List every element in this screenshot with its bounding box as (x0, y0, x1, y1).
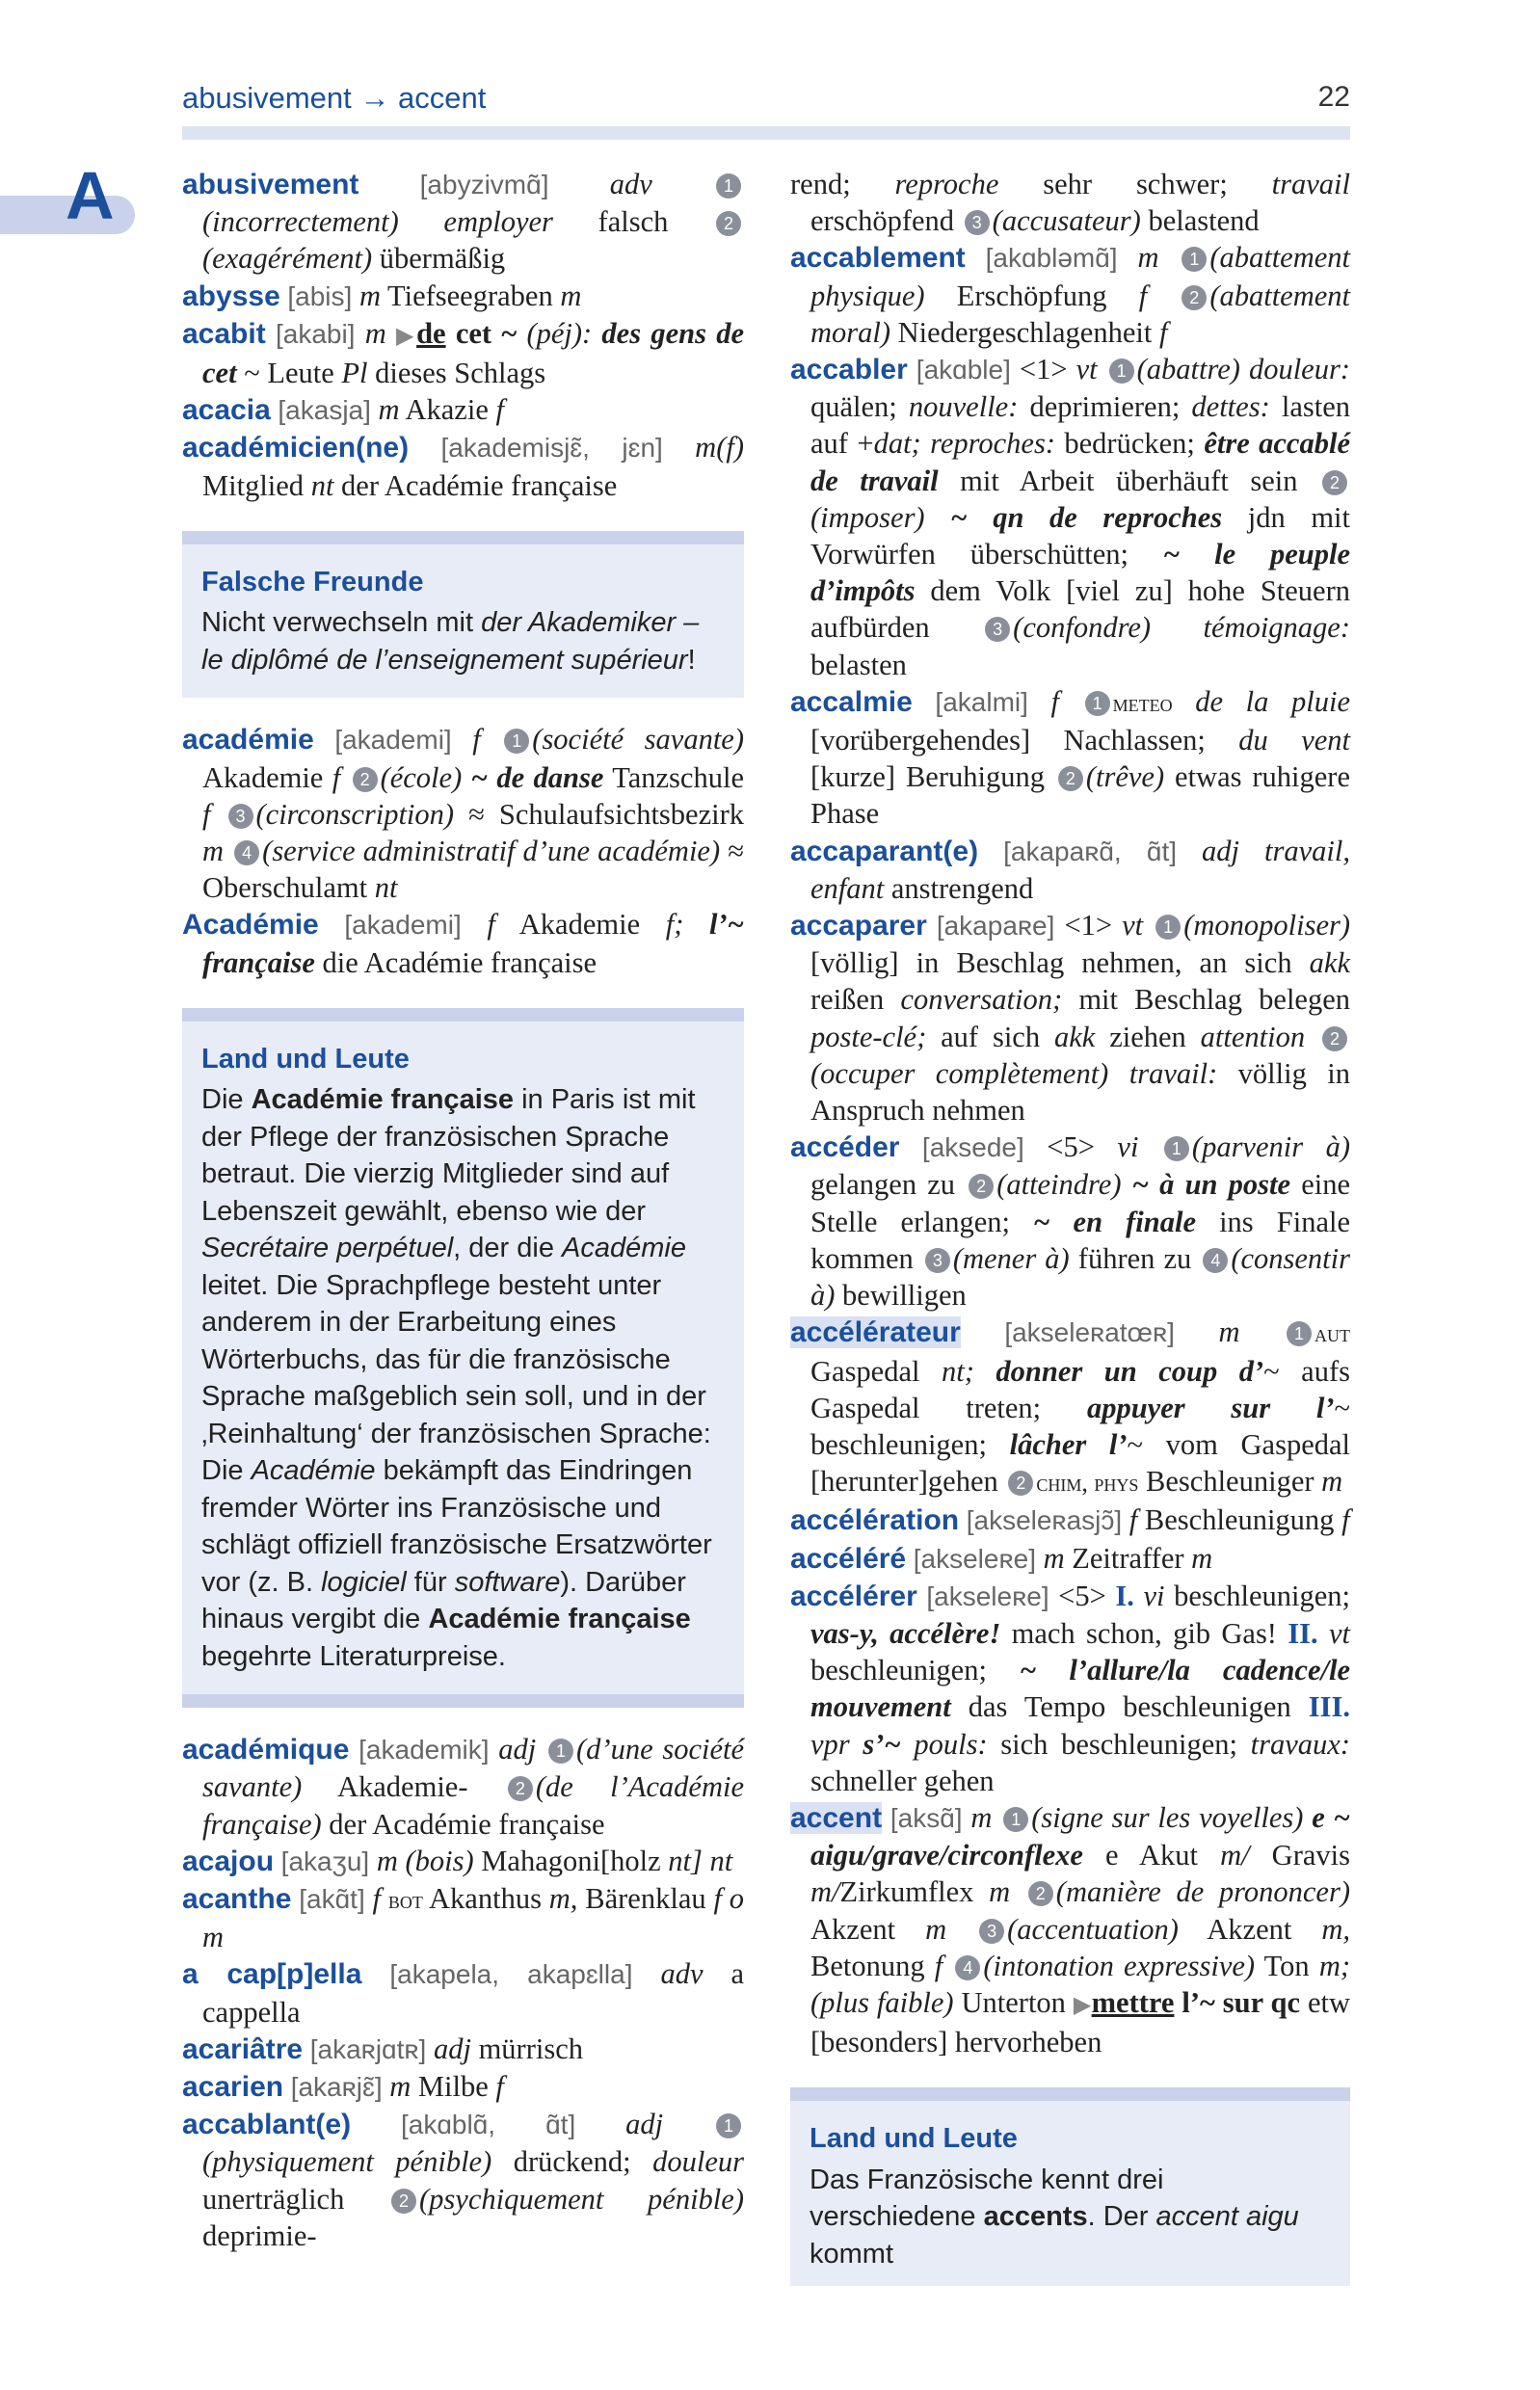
section-letter: A (66, 158, 115, 233)
entry-accablement: accablement [akɑbləmɑ̃] m 1 (abattement physique) Erschöpfung f 2 (abattement moral) Niedergeschlagenheit f (790, 241, 1351, 349)
sense-number: 2 (1028, 1881, 1053, 1906)
right-column (790, 166, 1350, 2309)
entry-Academie (182, 906, 744, 980)
headword: a cap[p]ella (182, 1958, 362, 1991)
grammar: m (370, 393, 400, 427)
sense-number: 1 (716, 173, 741, 199)
grammar: m (560, 279, 582, 312)
grammar: Pl (341, 357, 368, 390)
grammar: m (355, 316, 396, 350)
phrase: cet ~ (445, 316, 527, 350)
pronunciation: [aksɑ̃] (889, 1802, 963, 1833)
grammar: nt (374, 871, 398, 905)
false-friends-box (182, 544, 744, 699)
grammar: f; (665, 908, 684, 942)
entry-accabler: accabler [akɑble] <1> vt 1 (abattre) douleur: quälen; nouvelle: deprimieren; dettes: lasten auf +dat; reproches: bedrücken; être accablé de travail mit Arbeit überhäuft sein 2(imposer) ~ qn de reproches jdn mit Vorwürfen überschütten; ~ le peuple d’impôts dem Volk [viel zu] hohe Steuern aufbürden 3 (confondre) témoignage: belasten (790, 353, 1351, 681)
headword: accéder (790, 1131, 900, 1164)
translation: Akademie (494, 908, 666, 942)
sense-number: 1 (1287, 1321, 1312, 1346)
sense-number: 3 (979, 1919, 1004, 1944)
translation: der Académie française (333, 468, 618, 502)
translation: mürrisch (470, 2032, 583, 2065)
header-rule (182, 126, 1350, 140)
sense-number: 1 (1182, 247, 1207, 272)
entry-accelere: accéléré [akseleʀe] m Zeitraffer m (790, 1541, 1213, 1575)
translation: Akademie (202, 760, 332, 794)
sense-number: 1 (1155, 915, 1181, 940)
entry-accablant (182, 2106, 744, 2254)
grammar: f (451, 723, 502, 757)
translation: übermäßig (372, 242, 506, 276)
sense-number: 2 (391, 2189, 416, 2214)
headword: accalmie (790, 685, 913, 718)
translation: ≈ Schulaufsichtsbezirk (454, 797, 744, 831)
translation: Tiefseegraben (380, 279, 561, 312)
pronunciation: [akaʀjɛ̃] (290, 2072, 383, 2103)
sense-number: 2 (1182, 285, 1207, 310)
headword: accaparant(e) (790, 835, 979, 867)
headword: acacia (182, 394, 271, 427)
domain-label: aut (1314, 1319, 1351, 1348)
entry-acceder: accéder [aksede] <5> vi 1 (parvenir à) gelangen zu 2 (atteindre) ~ à un poste eine Stelle erlangen; ~ en finale ins Finale kommen 3 (mener à) führen zu 4 (consentir à) bewilligen (790, 1130, 1350, 1313)
pronunciation: [akademi] (334, 725, 452, 756)
translation: Mitglied (202, 468, 311, 502)
idiom-arrow-icon: ▶ (396, 323, 417, 349)
translation: ~ Leute (236, 357, 342, 390)
sense-number: 4 (955, 1955, 980, 1980)
translation: die Académie française (314, 945, 597, 979)
entry-accaparant: accaparant(e) [akapaʀɑ̃, ɑ̃t] adj travail, enfant anstrengend (790, 834, 1350, 905)
grammar: f (495, 2070, 504, 2104)
box-top-bar (182, 531, 744, 544)
headword: accélérer (790, 1580, 917, 1612)
pronunciation: [akseleʀatœʀ] (1004, 1317, 1175, 1348)
headword: accélération (790, 1504, 960, 1537)
entry-accent: accent [aksɑ̃] m 1 (signe sur les voyelles) e ~ aigu/grave/circonflexe e Akut m/ Gravis m/Zirkumflex m 2 (manière de prononcer) Akzent m 3 (accentuation) Akzent m, Betonung f 4 (intonation expressive) Ton m; (plus faible) Unterton ▶mettre l’~ sur qc etw [besonders] hervorheben (790, 1800, 1351, 2059)
sense-number: 3 (985, 617, 1010, 642)
gloss: (incorrectement) employer (202, 205, 553, 239)
entry-acariatre (182, 2031, 744, 2068)
pronunciation: [akɑblɑ̃, ɑ̃t] (400, 2110, 576, 2140)
sense-number: 2 (508, 1776, 533, 1801)
sense-number: 3 (925, 1248, 950, 1273)
pronunciation: [akseleʀe] (913, 1543, 1036, 1574)
box-text: Nicht verwechseln mit der Akademiker – le diplômé de l’enseignement supérieur! (201, 607, 700, 676)
entry-accelerer: accélérer [akseleʀe] <5> I. vi beschleunigen; vas-y, accélère! mach schon, gib Gas! II. vt beschleunigen; ~ l’allure/la cadence/le mouvement das Tempo beschleunigen III. vpr s’~ pouls: sich beschleunigen; travaux: schneller gehen (790, 1579, 1351, 1797)
gloss: (exagérément) (202, 242, 373, 276)
entry-accaparer: accaparer [akapaʀe] <1> vt 1 (monopoliser) [völlig] in Beschlag nehmen, an sich akk reißen conversation; mit Beschlag belegen poste-clé; auf sich akk ziehen attention 2(occuper complètement) travail: völlig in Anspruch nehmen (790, 909, 1351, 1128)
sense-number: 1 (548, 1739, 573, 1764)
gloss: (société savante) (532, 723, 744, 757)
pronunciation: [akɑble] (916, 355, 1011, 385)
grammar: adj (575, 2108, 713, 2141)
translation: Tanzschule (603, 760, 744, 794)
entry-abysse (182, 278, 744, 315)
grammar: m(f) (662, 431, 744, 465)
gloss: (d’une société savante) (202, 1733, 745, 1804)
headword: accablement (790, 242, 966, 275)
pronunciation: [akɑ̃t] (299, 1884, 365, 1915)
headword: accaparer (790, 910, 927, 943)
pronunciation: [akɑbləmɑ̃] (985, 243, 1118, 274)
domain-label: meteo (1112, 688, 1173, 717)
pronunciation: [akalmi] (935, 686, 1028, 717)
sense-number: 1 (1164, 1136, 1189, 1161)
sense-number: 1 (1003, 1807, 1028, 1832)
gloss: (de l’Académie française) (202, 1770, 744, 1841)
gloss: (service administratif d’une académie) (262, 834, 721, 867)
grammar: adj (489, 1733, 545, 1766)
headword: acariâtre (182, 2032, 304, 2065)
grammar: m (352, 279, 381, 312)
pronunciation: [akapela, akapɛlla] (389, 1959, 633, 1990)
pronunciation: [akabi] (275, 318, 356, 349)
pronunciation: [akademisjɛ̃, jɛn] (440, 433, 663, 464)
grammar: f (332, 760, 350, 794)
gloss: (école) (380, 760, 463, 794)
translation: unerträglich (202, 2182, 388, 2216)
headword: académique (182, 1734, 350, 1766)
box-bottom-bar (182, 1694, 744, 1708)
box-title: Falsche Freunde (201, 566, 424, 598)
headword: acajou (182, 1845, 275, 1877)
pronunciation: [akseleʀe] (926, 1580, 1049, 1611)
left-column (182, 166, 744, 2254)
box-title: Land und Leute (201, 1043, 410, 1075)
pronunciation: [akaʒu] (280, 1846, 370, 1876)
gloss: (psychiquement pénible) (419, 2182, 744, 2216)
entry-academique (182, 1731, 744, 1843)
box-text: Das Französische kennt drei verschiedene accents. Der accent aigu kommt (810, 2164, 1299, 2270)
headword: académicien(ne) (182, 432, 410, 465)
entry-acacia (182, 391, 744, 429)
grammar: adv (632, 1957, 704, 1991)
grammar: m (382, 2070, 412, 2104)
sense-number: 2 (1008, 1471, 1033, 1496)
pronunciation: [akapaʀɑ̃, ɑ̃t] (1003, 836, 1178, 866)
translation: Milbe (411, 2070, 496, 2104)
gloss: douleur (652, 2145, 744, 2179)
translation: Akanthus (422, 1882, 549, 1916)
pronunciation: [abyzivmɑ̃] (419, 170, 549, 199)
domain-label: bot (387, 1886, 423, 1915)
box-title: Land und Leute (810, 2123, 1018, 2155)
grammar: nt] nt (668, 1844, 733, 1877)
grammar: f o m (202, 1882, 745, 1954)
entry-acajou (182, 1843, 744, 1880)
translation: a cappella (202, 1957, 744, 2029)
gloss: (péj): (526, 316, 593, 350)
sense-number: 1 (504, 729, 529, 754)
sense-number: 2 (969, 1174, 994, 1199)
translation: ≈ Oberschulamt (202, 834, 744, 905)
entry-acabit (182, 315, 744, 391)
headword: Académie (182, 909, 319, 942)
translation: dieses Schlags (367, 357, 546, 390)
translation: Akademie- (302, 1770, 505, 1804)
entry-accalmie: accalmie [akalmi] f 1 meteo de la pluie [vorübergehendes] Nachlassen; du vent [kurze] Beruhigung 2 (trêve) etwas ruhigere Phase (790, 684, 1351, 831)
headword: abusivement (182, 169, 359, 200)
entry-acarien (182, 2068, 744, 2106)
sense-number: 2 (716, 211, 741, 236)
entry-abusivement (182, 166, 744, 278)
gloss: (physiquement pénible) (202, 2145, 492, 2179)
headword: accéléré (790, 1542, 907, 1575)
sense-number: 2 (1058, 766, 1083, 791)
sense-number: 2 (353, 767, 378, 792)
box-top-bar (182, 1008, 744, 1022)
grammar: m (bois) (369, 1844, 474, 1877)
grammar: nt (310, 468, 334, 502)
idiom-arrow-icon: ▶ (1073, 1992, 1092, 2018)
grammar: f (495, 393, 504, 427)
grammar: f (364, 1882, 388, 1916)
example: des gens de cet (202, 316, 744, 390)
pronunciation: [abis] (287, 280, 353, 311)
entry-continuation: rend; reproche sehr schwer; travail erschöpfend 3 (accusateur) belastend (790, 168, 1351, 238)
entry-acappella (182, 1955, 744, 2030)
pronunciation: [aksede] (921, 1132, 1024, 1163)
pronunciation: [akseleʀasjɔ̃] (966, 1505, 1123, 1536)
sense-number: 4 (1203, 1248, 1228, 1273)
sense-number: 3 (965, 210, 990, 235)
grammar: adv (548, 168, 714, 200)
pronunciation: [akademik] (358, 1735, 490, 1766)
grammar: f (202, 797, 226, 831)
sense-number: 3 (228, 804, 253, 829)
translation: Akazie (399, 393, 496, 427)
entry-academicien (182, 429, 744, 503)
headword: accent (790, 1801, 883, 1834)
entry-acanthe (182, 1880, 744, 1955)
sense-number: 2 (1322, 470, 1347, 495)
box-top-bar (790, 2087, 1350, 2101)
box-text: Die Académie française in Paris ist mit der Pflege der französischen Sprache betraut. Die vierzig Mitglieder sind auf Lebenszeit gewählt, ebenso wie der Secrétaire perpétuel, der die Académie leitet. Die Sprachpflege besteht unter anderem in der Erarbeitung eines Wörterbuchs, das für die französische Sprache maßgeblich sein soll, und in der ‚Reinhaltung‘ der französischen Sprache: Die Académie bekämpft das Eindringen fremder Wörter ins Französische und schlägt offiziell französische Ersatzwörter vor (z. B. logiciel für software). Darüber hinaus vergibt die Académie française begehrte Literaturpreise. (201, 1084, 712, 1672)
translation: deprimie- (202, 2218, 317, 2252)
translation: der Académie française (321, 1807, 605, 1841)
page-number: 22 (1317, 81, 1350, 113)
entry-academie (182, 721, 744, 906)
headword: acarien (182, 2071, 284, 2104)
translation: drückend; (491, 2145, 653, 2179)
headword: académie (182, 724, 314, 757)
sense-number: 2 (1322, 1026, 1347, 1051)
headword: accabler (790, 354, 908, 386)
land-und-leute-box (182, 1022, 744, 1695)
domain-label: chim, phys (1036, 1469, 1139, 1498)
entry-acceleration: accélération [akseleʀasjɔ̃] f Beschleunigung f (790, 1503, 1350, 1537)
sense-number: 4 (234, 840, 259, 865)
sense-number: 1 (1109, 358, 1134, 384)
headword: acanthe (182, 1883, 292, 1916)
grammar: m (202, 834, 232, 867)
example: l’~ française (202, 908, 744, 979)
grammar: adj (426, 2032, 471, 2065)
headword: accélérateur (790, 1316, 961, 1349)
sense-number: 1 (716, 2113, 741, 2138)
grammar: m, (548, 1882, 578, 1916)
example: ~ de danse (462, 760, 604, 794)
pronunciation: [akapaʀe] (936, 911, 1055, 942)
grammar: f (461, 908, 495, 942)
running-head: abusivement → accent (182, 81, 487, 115)
pronunciation: [akasja] (278, 395, 371, 426)
keyword: de (416, 316, 446, 350)
land-und-leute-box-2 (790, 2101, 1350, 2286)
pronunciation: [akaʀjɑtʀ] (309, 2033, 427, 2064)
translation: falsch (552, 205, 713, 239)
sense-number: 1 (1085, 691, 1110, 716)
headword: accablant(e) (182, 2109, 352, 2141)
gloss: (circonscription) (255, 797, 455, 831)
headword: abysse (182, 279, 280, 312)
translation: Bärenklau (577, 1882, 714, 1916)
headword: acabit (182, 317, 266, 350)
entry-accelerateur: accélérateur [akseleʀatœʀ] m 1 aut Gaspedal nt; donner un coup d’~ aufs Gaspedal treten; appuyer sur l’~ beschleunigen; lâcher l’~ vom Gaspedal [herunter]gehen 2 chim, phys Beschleuniger m (790, 1315, 1351, 1499)
pronunciation: [akademi] (344, 910, 462, 941)
translation: Mahagoni[holz (473, 1844, 669, 1877)
